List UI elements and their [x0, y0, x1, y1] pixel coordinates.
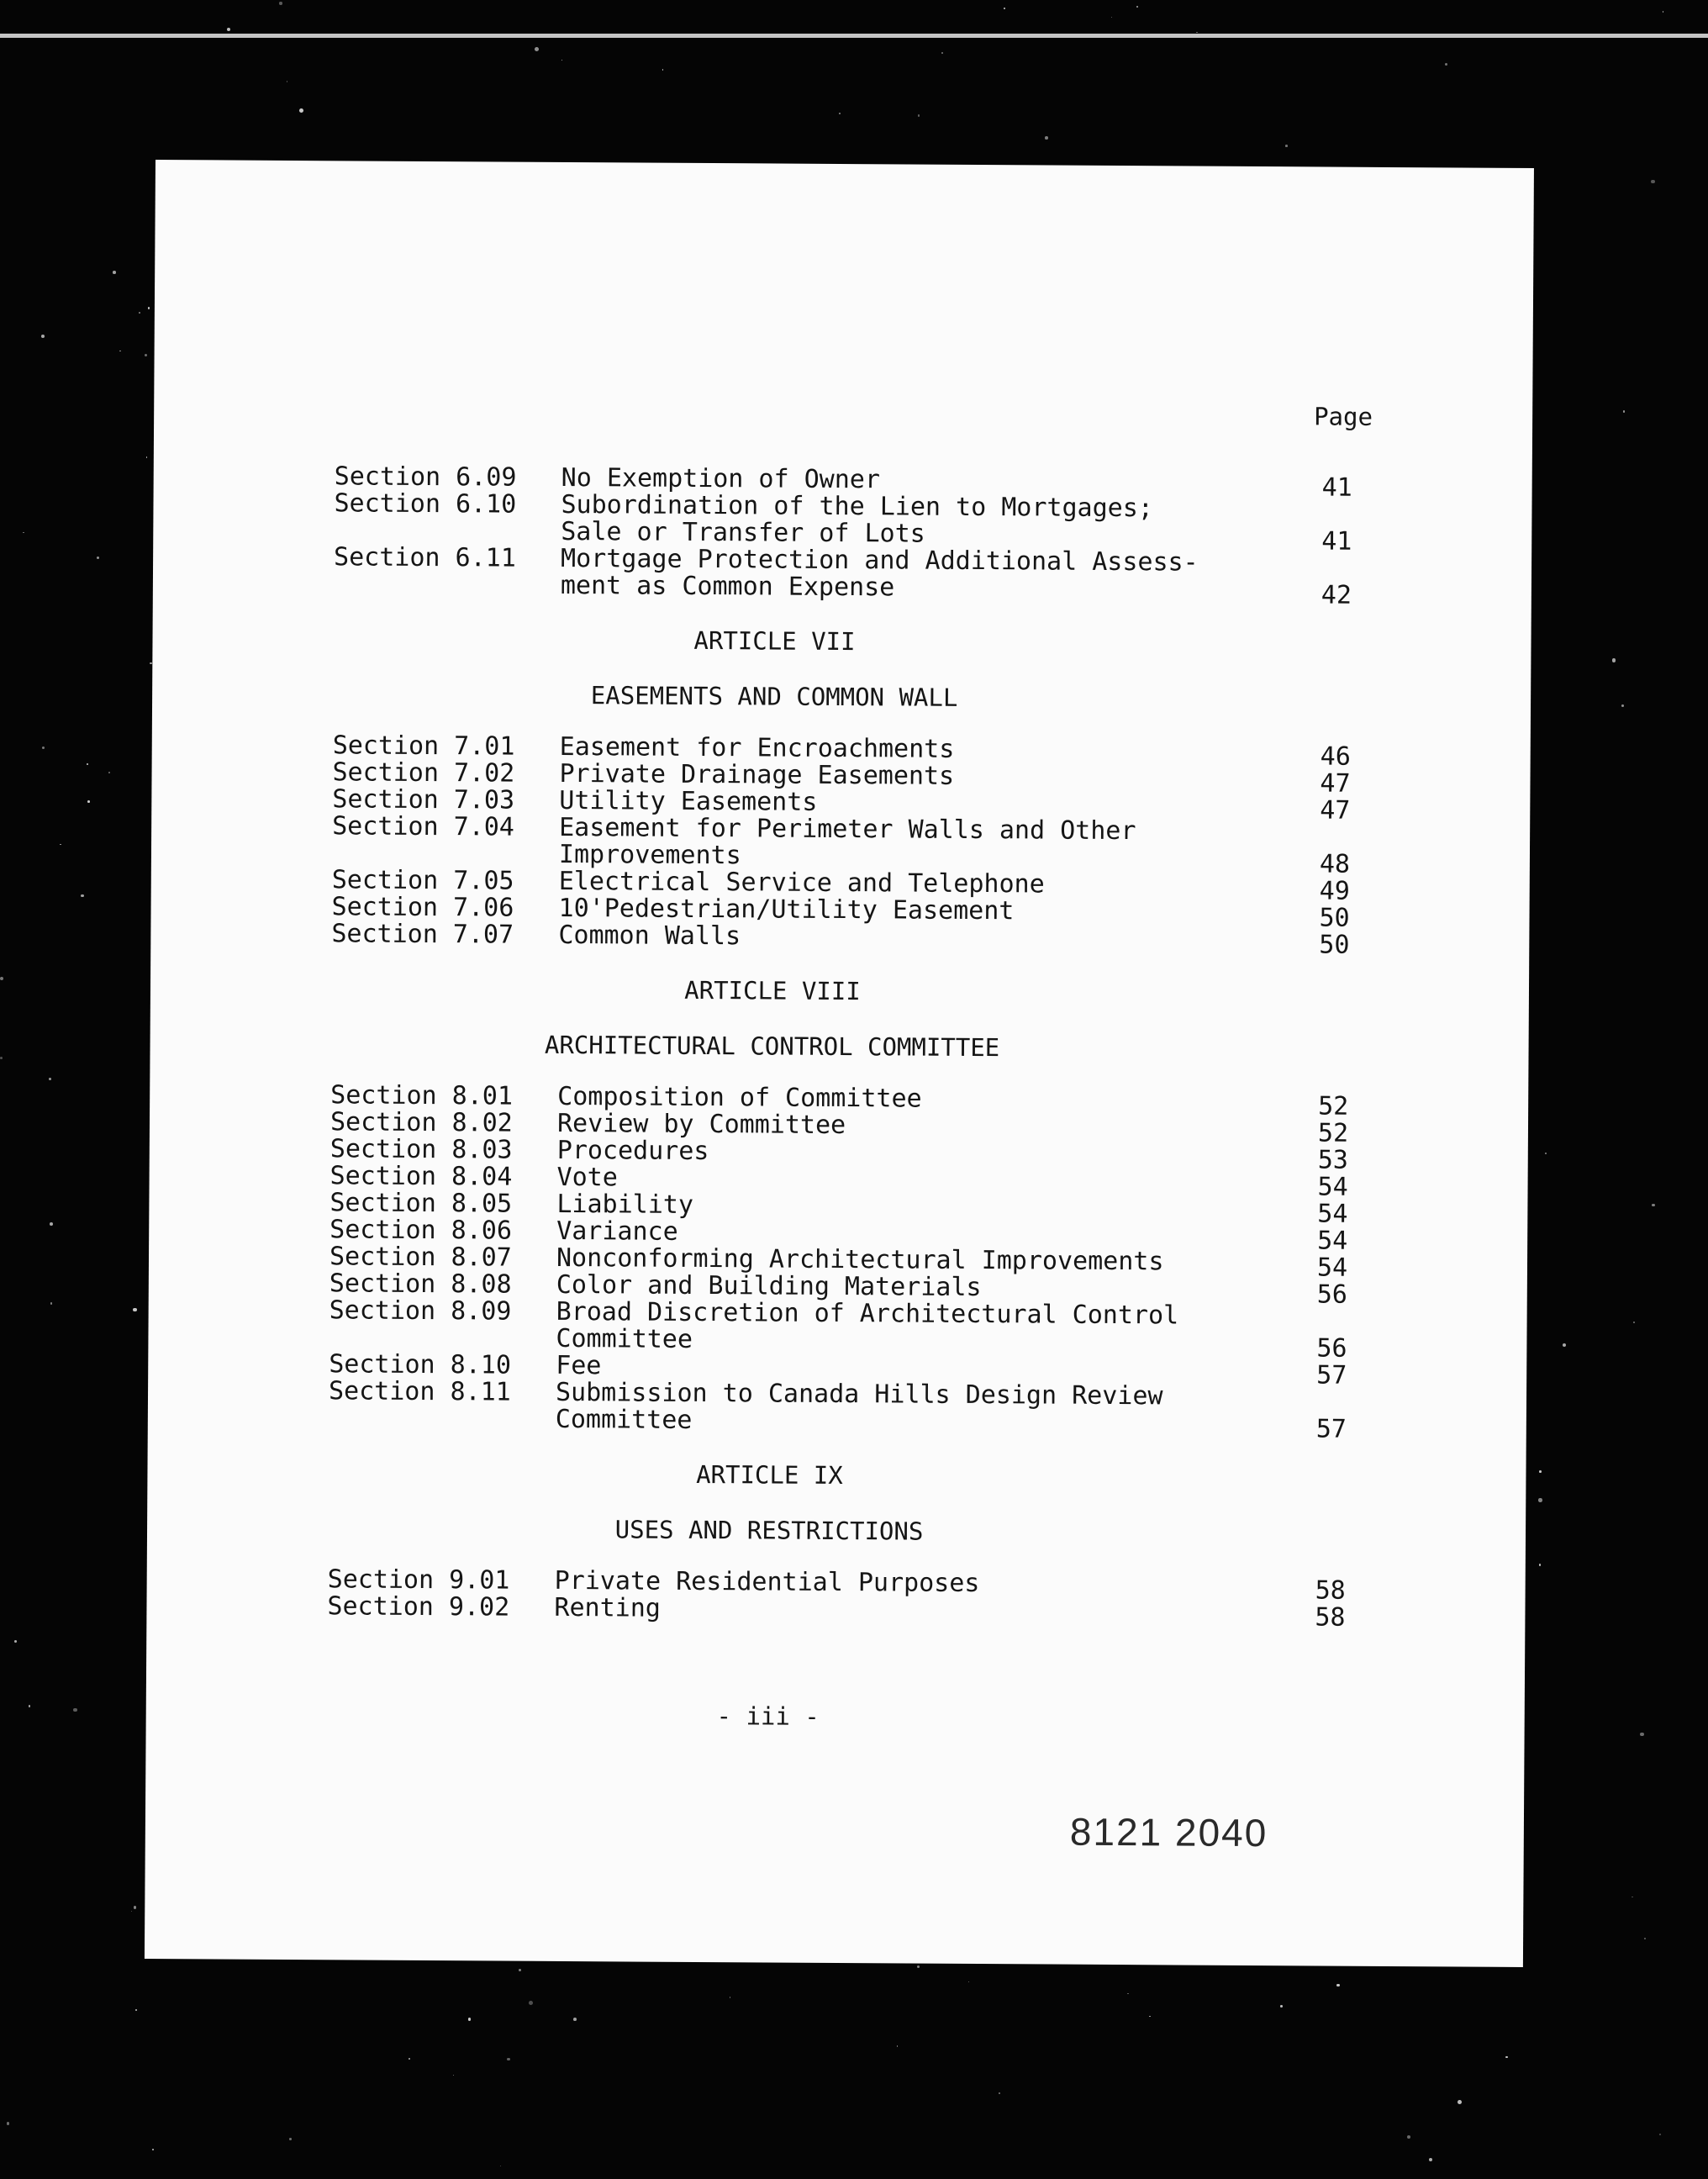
section-title: Variance [556, 1216, 678, 1247]
scan-speck [507, 2058, 509, 2060]
section-page-number: 52 [1317, 1118, 1349, 1148]
section-page-number: 50 [1319, 903, 1350, 933]
scan-speck [73, 1708, 77, 1712]
scan-speck [50, 1302, 53, 1305]
section-title: Sale or Transfer of Lots [561, 516, 925, 549]
section-number: Section 8.05 [329, 1188, 513, 1219]
scan-speck [97, 557, 99, 559]
toc-entry [153, 542, 1531, 610]
section-page-number: 56 [1316, 1279, 1348, 1310]
section-number: Section 8.01 [330, 1080, 514, 1111]
scan-speck [1429, 2158, 1432, 2161]
section-title: Procedures [556, 1135, 709, 1167]
section-title: Composition of Committee [557, 1081, 922, 1114]
section-number: Section 8.09 [329, 1295, 512, 1327]
scan-speck [81, 894, 84, 898]
section-title: Electrical Service and Telephone [558, 866, 1045, 900]
scan-speck [152, 2149, 155, 2151]
scan-speck [23, 532, 24, 533]
section-page-number: 54 [1316, 1253, 1348, 1283]
section-number: Section 7.04 [332, 811, 515, 842]
scan-speck [29, 1705, 31, 1707]
scan-speck [1127, 1993, 1128, 1994]
scan-speck [941, 52, 943, 54]
section-page-number: 50 [1319, 930, 1350, 960]
scan-speck [918, 114, 920, 117]
scan-speck [113, 271, 116, 274]
section-number: Section 7.01 [332, 731, 515, 762]
section-title: Private Residential Purposes [554, 1565, 980, 1599]
section-page-number: 58 [1315, 1602, 1346, 1633]
section-number: Section 7.02 [332, 757, 515, 789]
section-number: Section 9.02 [327, 1591, 510, 1622]
section-number: Section 8.10 [329, 1349, 512, 1380]
document-page [145, 160, 1534, 1967]
scan-speck [1111, 17, 1112, 18]
scan-speck [134, 1906, 136, 1908]
page-column-heading: Page [1314, 402, 1373, 431]
scan-speck [1045, 136, 1048, 140]
scan-speck [1652, 1204, 1655, 1207]
section-page-number: 46 [1320, 741, 1351, 772]
section-number: Section 8.06 [329, 1215, 513, 1246]
section-number: Section 6.11 [334, 542, 516, 573]
scan-speck [135, 2009, 137, 2011]
section-number: Section 8.08 [329, 1269, 512, 1300]
section-title: Subordination of the Lien to Mortgages; [561, 489, 1154, 524]
toc-entry [148, 1376, 1526, 1444]
scan-speck [1136, 6, 1138, 8]
scan-speck [1196, 32, 1198, 34]
scan-speck [133, 1308, 136, 1311]
scan-speck [49, 1078, 51, 1080]
document-stamp: 8121 2040 [1069, 1809, 1268, 1855]
section-title: Color and Building Materials [556, 1269, 982, 1303]
section-page-number: 53 [1317, 1145, 1348, 1175]
section-title: Renting [554, 1592, 662, 1623]
scan-speck [1644, 1938, 1646, 1939]
scan-speck [50, 1222, 53, 1226]
section-page-number: 57 [1316, 1360, 1347, 1390]
section-title: Utility Easements [559, 785, 818, 817]
scan-speck [1623, 410, 1626, 413]
section-page-number: 48 [1319, 849, 1351, 879]
section-page-number: 58 [1315, 1575, 1346, 1606]
scan-speck [662, 69, 664, 71]
scan-speck [1651, 180, 1654, 183]
scan-speck [1149, 2016, 1151, 2018]
scan-speck [409, 2058, 410, 2060]
section-page-number: 54 [1317, 1172, 1348, 1202]
section-page-number: 41 [1321, 526, 1352, 557]
section-page-number: 54 [1317, 1199, 1348, 1229]
scan-speck [0, 977, 3, 980]
scan-speck [1563, 1343, 1566, 1347]
section-number: Section 8.02 [329, 1107, 513, 1138]
section-page-number: 54 [1317, 1226, 1348, 1256]
section-title: 10'Pedestrian/Utility Easement [558, 893, 1015, 926]
scan-speck [1659, 2134, 1661, 2135]
scan-speck [1505, 2056, 1508, 2059]
scan-speck [1545, 1153, 1547, 1154]
scan-speck [1539, 1564, 1542, 1566]
scan-speck [87, 763, 88, 765]
scan-speck [730, 1997, 731, 1998]
section-page-number: 52 [1318, 1091, 1349, 1121]
scan-speck [0, 1057, 3, 1059]
section-title: Nonconforming Architectural Improvements [556, 1243, 1164, 1277]
scan-speck [999, 2092, 1000, 2094]
scan-speck [1633, 1322, 1635, 1323]
scan-speck [1539, 1470, 1542, 1473]
section-page-number: 42 [1321, 580, 1352, 610]
section-title: Committee [555, 1404, 693, 1435]
section-number: Section 6.10 [334, 488, 517, 520]
scan-speck [1632, 1897, 1633, 1898]
scan-speck [1538, 1498, 1542, 1501]
scan-speck [573, 2018, 577, 2021]
section-title: Broad Discretion of Architectural Control [556, 1296, 1179, 1331]
section-number: Section 9.01 [327, 1564, 510, 1596]
scan-speck [14, 1640, 17, 1643]
article-number: ARTICLE IX [696, 1459, 843, 1490]
scan-speck [968, 1981, 969, 1982]
section-page-number: 49 [1319, 876, 1350, 906]
section-page-number: 57 [1315, 1414, 1347, 1444]
scan-speck [146, 456, 148, 458]
scan-speck [529, 2001, 533, 2005]
section-title: Private Drainage Easements [559, 758, 955, 791]
scan-speck [468, 2018, 472, 2021]
scan-speck [1640, 1733, 1644, 1737]
scan-speck [42, 747, 45, 749]
section-number: Section 8.07 [329, 1242, 512, 1273]
scan-speck [1407, 2135, 1410, 2139]
scan-speck [227, 28, 230, 31]
section-title: Review by Committee [556, 1108, 846, 1141]
scan-speck [917, 1965, 920, 1968]
scan-speck [561, 60, 562, 61]
section-title: Liability [556, 1189, 694, 1220]
scan-speck [1285, 145, 1288, 147]
section-title: Improvements [558, 839, 741, 871]
section-page-number: 47 [1320, 768, 1351, 799]
scan-speck [1612, 658, 1616, 662]
section-title: Common Walls [558, 920, 741, 952]
article-number: ARTICLE VII [693, 625, 856, 657]
scan-speck [299, 108, 303, 113]
article-number: ARTICLE VIII [684, 975, 861, 1006]
scan-speck [1458, 2100, 1462, 2104]
section-title: Fee [556, 1350, 602, 1381]
scan-speck [839, 113, 841, 114]
scan-speck [148, 307, 150, 309]
scan-speck [289, 2138, 292, 2140]
section-page-number: 56 [1316, 1333, 1347, 1364]
scan-speck [41, 335, 45, 338]
scan-speck [535, 47, 539, 51]
section-title: Submission to Canada Hills Design Review [555, 1377, 1163, 1411]
section-number: Section 7.03 [332, 784, 515, 815]
article-title: ARCHITECTURAL CONTROL COMMITTEE [544, 1030, 1000, 1063]
article-title: EASEMENTS AND COMMON WALL [590, 681, 958, 712]
scan-speck [279, 2, 282, 4]
section-title: No Exemption of Owner [561, 462, 881, 495]
scan-edge-line [0, 34, 1708, 38]
article-title: USES AND RESTRICTIONS [614, 1515, 924, 1546]
scan-speck [60, 844, 61, 846]
scan-speck [519, 1969, 521, 1971]
scan-speck [131, 1911, 132, 1912]
section-number: Section 7.05 [331, 865, 514, 896]
page-number: - iii - [716, 1702, 820, 1731]
section-title: Vote [556, 1162, 618, 1193]
scan-speck [7, 2122, 9, 2124]
section-number: Section 7.07 [331, 919, 514, 950]
scan-speck [1004, 8, 1005, 9]
scan-speck [108, 772, 110, 773]
scan-speck [1621, 704, 1624, 707]
section-page-number: 47 [1320, 795, 1351, 826]
scan-speck [145, 354, 147, 356]
section-number: Section 6.09 [334, 462, 517, 493]
scan-speck [139, 312, 140, 314]
section-title: ment as Common Expense [560, 570, 895, 603]
section-title: Easement for Encroachments [559, 731, 955, 764]
section-number: Section 8.11 [328, 1376, 511, 1407]
section-title: Mortgage Protection and Additional Assess- [561, 543, 1199, 578]
section-title: Easement for Perimeter Walls and Other [559, 812, 1136, 847]
section-number: Section 7.06 [331, 892, 514, 923]
section-number: Section 8.03 [329, 1134, 513, 1165]
scan-speck [1445, 63, 1447, 66]
scan-speck [1280, 2005, 1283, 2008]
scan-speck [1336, 1984, 1339, 1986]
scan-speck [897, 2045, 898, 2046]
section-page-number: 41 [1321, 472, 1352, 503]
scan-speck [453, 2075, 454, 2076]
section-title: Committee [556, 1323, 693, 1354]
section-number: Section 8.04 [329, 1161, 513, 1192]
scan-speck [87, 800, 90, 803]
